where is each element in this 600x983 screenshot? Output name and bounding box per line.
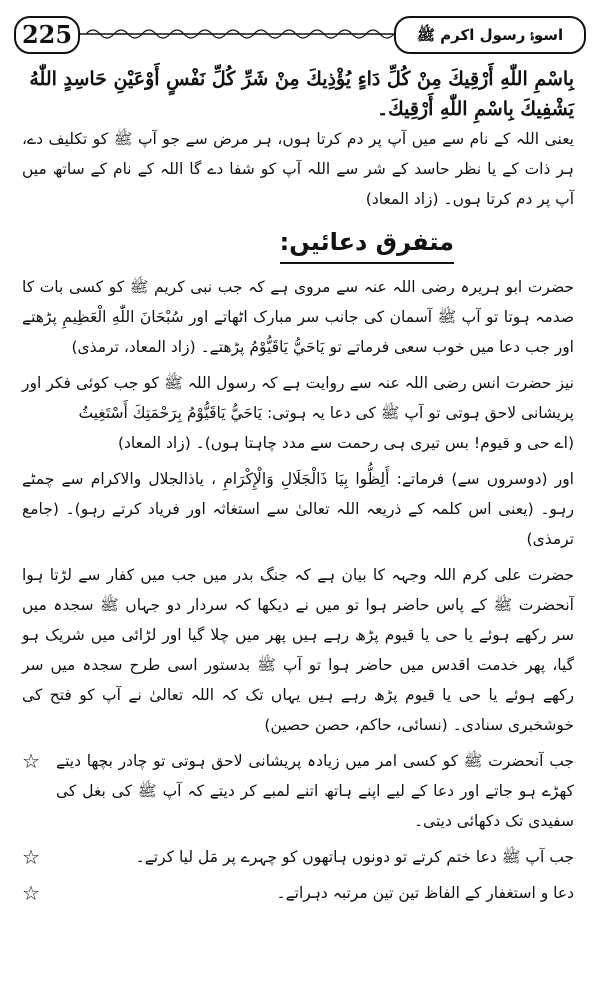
paragraph-anas-translation: (اے حی و قیوم! بس تیری ہی رحمت سے مدد چاہتا ہوں)۔ (زاد المعاد) — [117, 434, 574, 452]
paragraph-anas: نیز حضرت انس رضی اللہ عنہ سے روایت ہے کہ رسول اللہ ﷺ کو جب کوئی فکر اور پریشانی لاحق ہوتی تو آپ ﷺ کی دعا یہ ہوتی: يَاحَيُّ يَاقَيُّوْمُ بِرَحْمَتِكَ أَسْتَغِيثُ — [22, 374, 574, 422]
star-outline-icon: ☆ — [22, 749, 40, 773]
page-content — [22, 64, 574, 914]
dua-arabic: بِاسْمِ اللّٰهِ أَرْقِيكَ مِنْ كُلِّ دَاءٍ يُؤْذِيكَ مِنْ شَرِّ كُلِّ نَفْسٍ أَوْعَيْنِ حَاسِدٍ اللّٰهُ يَشْفِيكَ بِاسْمِ اللّٰهِ أَرْقِيكَ۔ — [29, 68, 574, 120]
page-number: 225 — [14, 16, 80, 54]
paragraph-abu-hurairah: حضرت ابو ہریرہ رضی اللہ عنہ سے مروی ہے کہ جب نبی کریم ﷺ کو کسی بات کا صدمہ ہوتا تو آپ ﷺ آسمان کی جانب سر مبارک اٹھاتے اور سُبْحَانَ اللّٰهِ الْعَظِيمِ پڑھتے اور جب دعا میں خوب سعی فرماتے تو يَاحَيُّ يَاقَيُّوْمُ پڑھتے۔ (زاد المعاد، ترمذی) — [22, 278, 574, 356]
list-item-text: دعا و استغفار کے الفاظ تین تین مرتبہ دہراتے۔ — [276, 884, 574, 902]
star-outline-icon: ☆ — [22, 845, 40, 869]
paragraph-zal-jalal: اور (دوسروں سے) فرماتے: أَلِظُّوا بِيَا ذَالْجَلَالِ وَالْإِكْرَامِ ، یاذالجلال والاکرام سے چمٹے رہو۔ (یعنی اس کلمہ کے ذریعہ اللہ تعالیٰ سے استغاثہ اور فریاد کرتے رہو)۔ (جامع ترمذی) — [22, 470, 574, 548]
list-item-text: جب آپ ﷺ دعا ختم کرتے تو دونوں ہاتھوں کو چہرے پر مَل لیا کرتے۔ — [135, 848, 574, 866]
vine-ornament-icon — [80, 26, 402, 42]
star-outline-icon: ☆ — [22, 881, 40, 905]
page-header — [14, 14, 586, 52]
section-heading: متفرق دعائیں: — [280, 224, 454, 264]
book-title: اسوۂ رسول اکرم ﷺ — [394, 16, 586, 54]
paragraph-ali: حضرت علی کرم اللہ وجہہ کا بیان ہے کہ جنگ بدر میں جب میں کفار سے لڑتا ہوا آنحضرت ﷺ کے پاس حاضر ہوا تو میں نے دیکھا کہ سردار دو جہاں ﷺ سجدہ میں سر رکھے ہوئے یا حی یا قیوم پڑھ رہے ہیں پھر میں چلا گیا اور لڑائی میں شریک ہو گیا، پھر خدمت اقدس میں حاضر ہوا تو آپ ﷺ بدستور اسی طرح سجدہ میں سر رکھے ہوئے یا حی یا قیوم پڑھ رہے ہیں یہاں تک کہ اللہ تعالیٰ نے آپ کو فتح کی خوشخبری سنادی۔ (نسائی، حاکم، حصن حصین) — [22, 566, 574, 734]
section-heading-wrap — [22, 224, 574, 264]
list-item — [22, 746, 574, 836]
bullet-list — [22, 746, 574, 908]
list-item-text: جب آنحضرت ﷺ کو کسی امر میں زیادہ پریشانی لاحق ہوتی تو چادر بچھا دیتے کھڑے ہو جاتے اور دعا کے لیے اپنے ہاتھ اتنے لمبے کر دیتے کہ آپ ﷺ کی بغل کی سفیدی تک دکھائی دیتی۔ — [56, 752, 574, 830]
list-item — [22, 842, 574, 872]
list-item — [22, 878, 574, 908]
dua-translation: یعنی اللہ کے نام سے میں آپ پر دم کرتا ہوں، ہر مرض سے جو آپ ﷺ کو تکلیف دے، ہر ذات کے یا نظر حاسد کے شر سے اللہ آپ کو شفا دے گا اللہ کے نام کے ساتھ میں آپ پر دم کرتا ہوں۔ (زاد المعاد) — [22, 130, 574, 208]
